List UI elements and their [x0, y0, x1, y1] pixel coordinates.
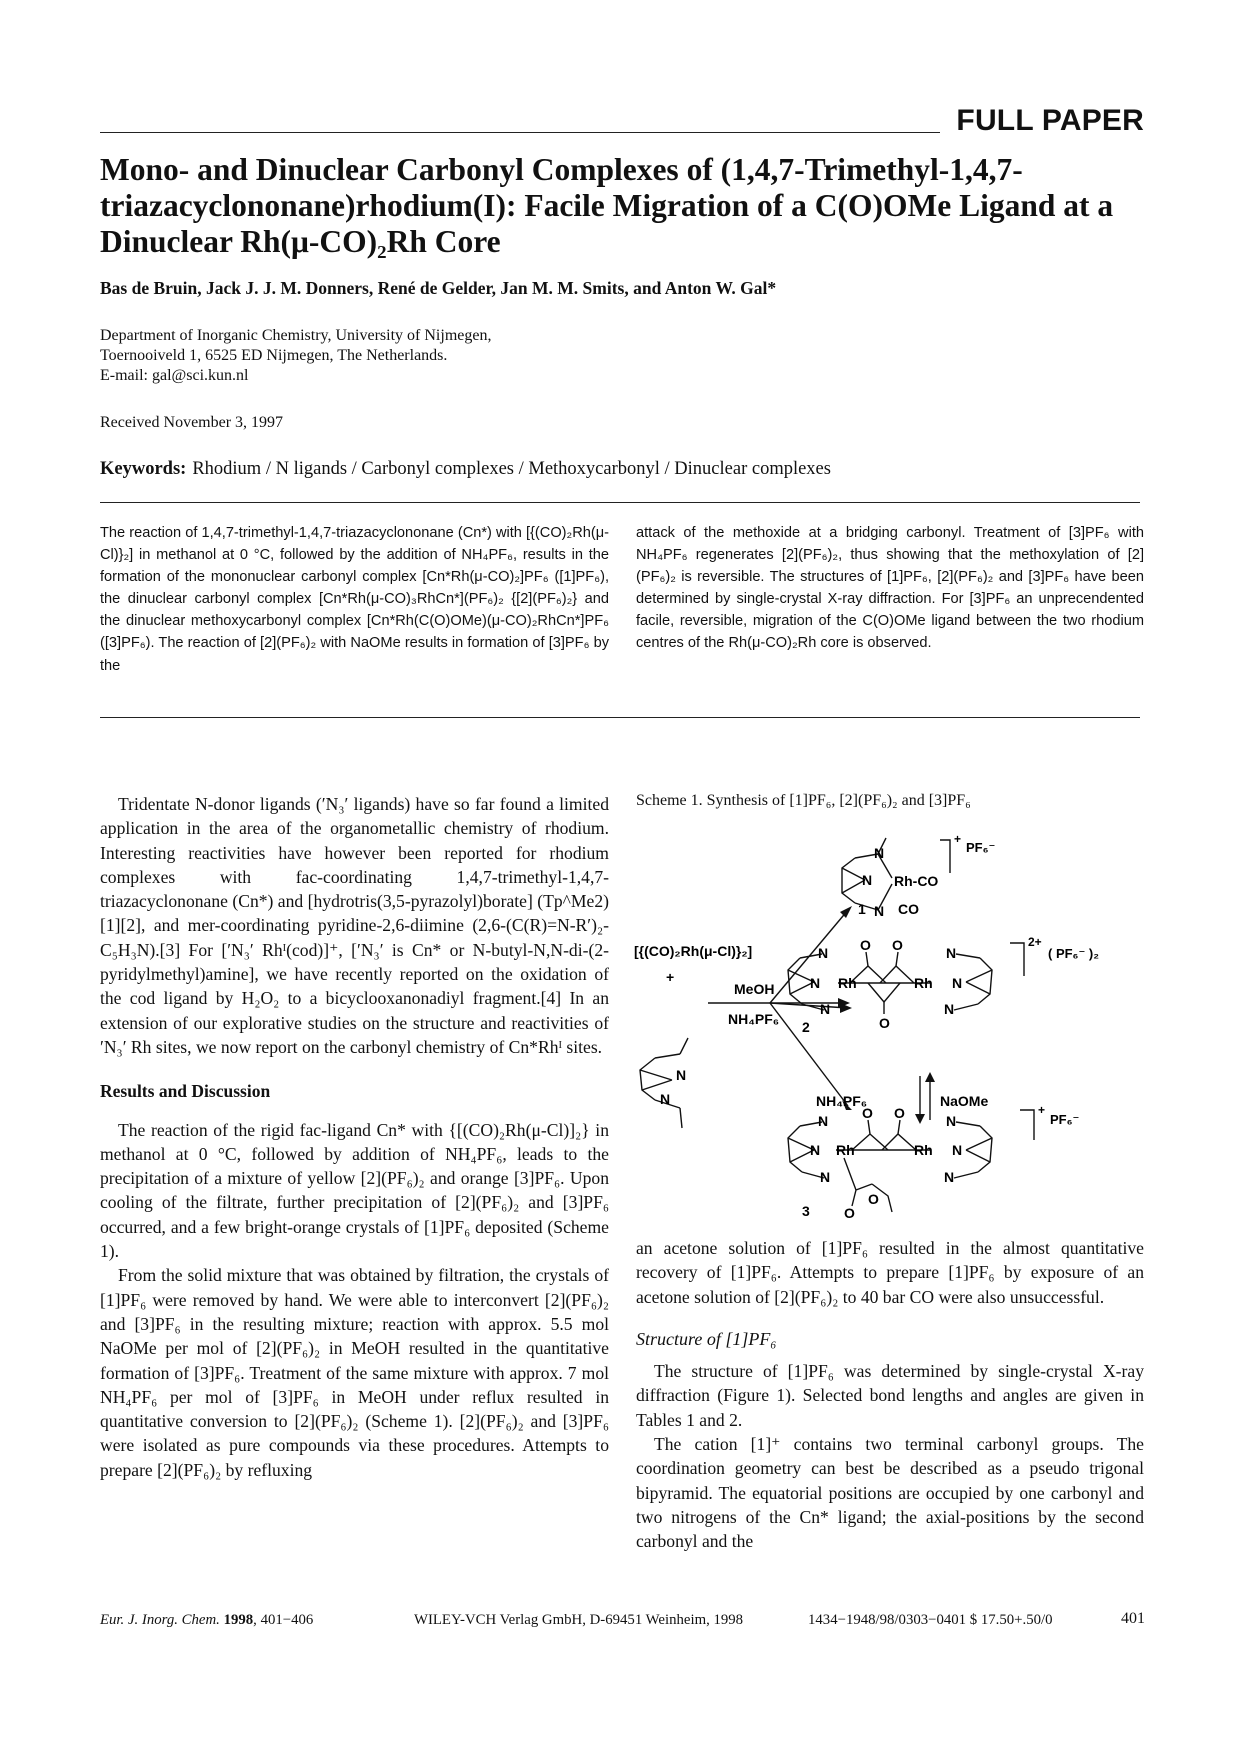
complex-2-rh-right: Rh	[914, 975, 933, 991]
free-ligand-methyl-2	[680, 1108, 682, 1128]
complex-2-bridging-co	[850, 966, 914, 1002]
results-paragraph-2: From the solid mixture that was obtained by filtration, the crystals of [1]PF₆ were removed by hand. We were able to interconvert [2](PF₆)₂ and [3]PF₆ in the resulting mixture; reaction with approx. 5.5 mol NaOMe per mol of [2](PF₆)₂ in MeOH resulted in the quantitative formation of [3]PF₆. Treatment of the same mixture with approx. 7 mol NH₄PF₆ per mol of [3]PF₆ in MeOH under reflux resulted in quantitative conversion to [2](PF₆)₂ (Scheme 1). [2](PF₆)₂ and [3]PF₆ were isolated as pure compounds via these procedures. Attempts to prepare [2](PF₆)₂ by refluxing	[100, 1265, 609, 1480]
keywords	[100, 459, 831, 480]
complex-3-n3: N	[820, 1169, 831, 1185]
complex-3-rh-right: Rh	[914, 1142, 933, 1158]
complex-1-co: CO	[898, 901, 919, 917]
complex-1-n3: N	[874, 903, 885, 919]
complex-2-o2: O	[892, 937, 903, 953]
complex-3-counterion: PF₆⁻	[1050, 1112, 1080, 1127]
complex-3-o2: O	[894, 1105, 905, 1121]
footer-issn: 1434−1948/98/0303−0401 $ 17.50+.50/0	[808, 1612, 1053, 1628]
page-number: 401	[1121, 1610, 1145, 1627]
complex-1-n1: N	[874, 845, 885, 861]
complex-3-n4: N	[946, 1113, 957, 1129]
complex-3-n1: N	[818, 1113, 829, 1129]
complex-2-counterion: ( PF₆⁻ )₂	[1048, 946, 1100, 961]
complex-3-o1: O	[862, 1105, 873, 1121]
compound-1-label: 1	[858, 901, 866, 917]
complex-2-o1: O	[860, 937, 871, 953]
scheme-drawing	[630, 818, 1150, 1228]
complex-3-bracket	[1020, 1110, 1034, 1140]
complex-3-n5: N	[952, 1142, 963, 1158]
abstract-left-column: The reaction of 1,4,7-trimethyl-1,4,7-triazacyclononane (Cn*) with [{(CO)₂Rh(μ-Cl)}₂] in methanol at 0 °C, followed by the addition of NH₄PF₆, results in the formation of the mononuclear carbonyl complex [Cn*Rh(μ-CO)₂]PF₆ ([1]PF₆), the dinuclear carbonyl complex [Cn*Rh(μ-CO)₃RhCn*](PF₆)₂ {[2](PF₆)₂} and the dinuclear methoxycarbonyl complex [Cn*Rh(C(O)OMe)(μ-CO)₂RhCn*]PF₆ ([3]PF₆). The reaction of [2](PF₆)₂ with NaOMe results in formation of [3]PF₆ by the	[100, 525, 609, 674]
complex-3-n6: N	[944, 1169, 955, 1185]
continued-paragraph: an acetone solution of [1]PF₆ resulted in the almost quantitative recovery of [1]PF₆. Attempts to prepare [1]PF₆ by exposure of an acetone solution of [2](PF₆)₂ to 40 bar CO were also unsuccessful.	[636, 1238, 1144, 1307]
complex-2-o3: O	[879, 1015, 890, 1031]
plus-sign: +	[666, 969, 675, 985]
complex-3-rh-left: Rh	[836, 1142, 855, 1158]
complex-1-n2: N	[862, 872, 873, 888]
complex-2-charge: 2+	[1028, 935, 1042, 949]
footer-citation	[100, 1612, 313, 1629]
intro-paragraph: Tridentate N-donor ligands (′N₃′ ligands) have so far found a limited application in the area of the organometallic chemistry of rhodium. Interesting reactivities have however been reported for rhodium complexes with fac-coordinating 1,4,7-trimethyl-1,4,7-triazacyclononane (Cn*) and [hydrotris(3,5-pyrazolyl)borate] (Tp^Me2) [1][2], and mer-coordinating pyridine-2,6-diimine (2,6-(C(R)=N-R′)₂-C₅H₃N).[3] For [′N₃′ Rhᴵ(cod)]⁺, [′N₃′ is Cn* or N-butyl-N,N-di-(2-pyridylmethyl)amine], we have recently reported on the oxidation of the cod ligand by H₂O₂ to a bicyclooxanonadiyl fragment.[4] In an extension of our explorative studies on the structure and reactivities of ′N₃′ Rh sites, we now report on the carbonyl chemistry of Cn*Rhᴵ sites.	[100, 794, 609, 1057]
subsection-heading: Structure of [1]PF₆	[636, 1328, 777, 1349]
footer-year: 1998	[223, 1612, 254, 1628]
results-paragraph-1: The reaction of the rigid fac-ligand Cn* with {[(CO)₂Rh(μ-Cl)]₂} in methanol at 0 °C, followed by addition of NH₄PF₆, leads to the precipitation of a mixture of yellow [2](PF₆)₂ and orange [3]PF₆. Upon cooling of the filtrate, further precipitation of [2](PF₆)₂ and [3]PF₆ occurred, and a few bright-orange crystals of [1]PF₆ deposited (Scheme 1).	[100, 1119, 609, 1262]
footer-pages: , 401−406	[253, 1612, 314, 1628]
footer-journal: Eur. J. Inorg. Chem.	[100, 1612, 220, 1628]
compound-2-label: 2	[802, 1019, 810, 1035]
section-label: FULL PAPER	[956, 104, 1144, 137]
equilibrium-reagent-nh4pf6: NH₄PF₆	[816, 1093, 868, 1109]
affiliation	[100, 326, 491, 386]
section-heading: Results and Discussion	[100, 1081, 271, 1102]
reagent-nh4pf6: NH₄PF₆	[728, 1011, 780, 1027]
scheme-caption: Scheme 1. Synthesis of [1]PF₆, [2](PF₆)₂ and [3]PF₆	[636, 792, 971, 809]
complex-2-n2: N	[810, 975, 821, 991]
arrowhead-1	[840, 906, 852, 918]
complex-1-charge: +	[954, 832, 962, 846]
structure-paragraph-1: The structure of [1]PF₆ was determined by single-crystal X-ray diffraction (Figure 1). Selected bond lengths and angles are given in Tables 1 and 2.	[636, 1361, 1144, 1430]
complex-2-n3: N	[820, 1001, 831, 1017]
body-right-column	[636, 1236, 1144, 1554]
complex-2-n4: N	[946, 945, 957, 961]
complex-3-bridging-co	[852, 1134, 916, 1150]
arrowhead-up	[925, 1072, 935, 1082]
keywords-text: Rhodium / N ligands / Carbonyl complexes / Methoxycarbonyl / Dinuclear complexes	[192, 459, 831, 479]
abstract-bottom-rule	[100, 717, 1140, 718]
complex-1-rh-co: Rh-CO	[894, 873, 939, 889]
free-ligand-methyl-1	[680, 1038, 688, 1054]
structure-paragraph-2: The cation [1]⁺ contains two terminal carbonyl groups. The coordination geometry can best be described as a pseudo trigonal bipyramid. The equatorial positions are occupied by one carbonyl and two nitrogens of the Cn* ligand; the axial-positions by the second carbonyl and the	[636, 1434, 1144, 1552]
complex-2-rh-left: Rh	[838, 975, 857, 991]
complex-3-n2: N	[810, 1142, 821, 1158]
header-rule	[100, 132, 940, 133]
authors: Bas de Bruin, Jack J. J. M. Donners, René de Gelder, Jan M. M. Smits, and Anton W. Gal*	[100, 278, 777, 298]
complex-1-bracket	[940, 840, 950, 873]
received-date: Received November 3, 1997	[100, 414, 284, 431]
reagent-meoh: MeOH	[734, 981, 775, 997]
ligand-n2: N	[660, 1091, 671, 1107]
body-left-column	[100, 792, 609, 1482]
footer-publisher: WILEY-VCH Verlag GmbH, D-69451 Weinheim, 1998	[414, 1612, 744, 1628]
equilibrium-reagent-naome: NaOMe	[940, 1093, 989, 1109]
affiliation-line-2: Toernooiveld 1, 6525 ED Nijmegen, The Netherlands.	[100, 347, 448, 364]
complex-2-bracket	[1010, 943, 1024, 976]
keywords-label: Keywords:	[100, 459, 187, 479]
complex-3-o3: O	[868, 1191, 879, 1207]
abstract-top-rule	[100, 502, 1140, 503]
complex-2-n5: N	[952, 975, 963, 991]
abstract-right-column: attack of the methoxide at a bridging carbonyl. Treatment of [3]PF₆ with NH₄PF₆ regenerates [2](PF₆)₂, thus showing that the methoxylation of [2](PF₆)₂ is reversible. The structures of [1]PF₆, [2](PF₆)₂ and [3]PF₆ have been determined by single-crystal X-ray diffraction. For [3]PF₆ an unprecendented facile, reversible, migration of the C(O)OMe ligand between the two rhodium centres of the Rh(μ-CO)₂Rh core is observed.	[636, 525, 1144, 652]
complex-3-o4: O	[844, 1205, 855, 1221]
complex-1-counterion: PF₆⁻	[966, 840, 996, 855]
paper-title: Mono- and Dinuclear Carbonyl Complexes of (1,4,7-Trimethyl-1,4,7-triazacyclononane)rhodium(I): Facile Migration of a C(O)OMe Ligand at a Dinuclear Rh(μ-CO)₂Rh Core	[100, 152, 1114, 259]
affiliation-line-1: Department of Inorganic Chemistry, University of Nijmegen,	[100, 327, 492, 344]
affiliation-email: E-mail: gal@sci.kun.nl	[100, 367, 249, 384]
ligand-n1: N	[676, 1067, 687, 1083]
reactant-label: [{(CO)₂Rh(μ-Cl)}₂]	[634, 943, 753, 959]
scheme-1-figure	[630, 818, 1150, 1233]
arrowhead-down	[915, 1114, 925, 1124]
compound-3-label: 3	[802, 1203, 810, 1219]
complex-3-charge: +	[1038, 1103, 1046, 1117]
complex-2-n1: N	[818, 945, 829, 961]
complex-2-n6: N	[944, 1001, 955, 1017]
